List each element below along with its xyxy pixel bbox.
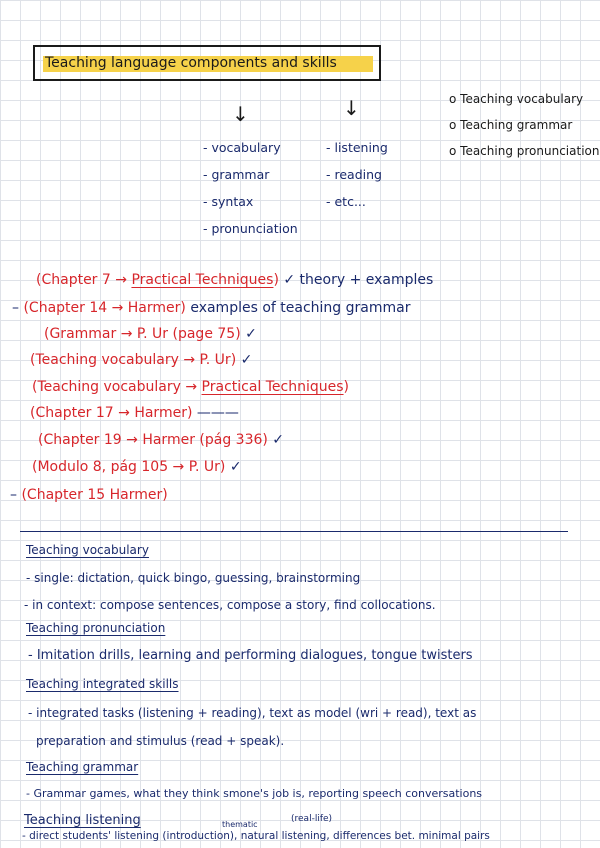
arrow-down-icon: ↓ xyxy=(343,96,360,120)
annotation: thematic xyxy=(222,820,258,829)
reference-line: (Teaching vocabulary → Practical Techniques) xyxy=(32,379,350,395)
list-item: - reading xyxy=(326,167,382,182)
list-item: - syntax xyxy=(203,194,254,209)
body-line: preparation and stimulus (read + speak). xyxy=(36,734,285,748)
list-item: - vocabulary xyxy=(203,140,281,155)
section-title-listening: Teaching listening xyxy=(24,813,141,828)
section-title-grammar: Teaching grammar xyxy=(26,760,139,774)
body-line: - direct students' listening (introduction), natural listening, differences bet. minimal pairs xyxy=(22,830,490,842)
divider xyxy=(20,531,568,532)
section-title-integrated: Teaching integrated skills xyxy=(26,677,179,691)
reference-line: – (Chapter 15 Harmer) xyxy=(10,487,168,503)
section-title-pronunciation: Teaching pronunciation xyxy=(26,621,166,635)
list-item: - listening xyxy=(326,140,388,155)
title-box xyxy=(33,45,381,81)
reference-line: (Chapter 17 → Harmer) ——— xyxy=(30,405,239,421)
page-title: Teaching language components and skills xyxy=(45,55,337,71)
arrow-down-icon: ↓ xyxy=(232,102,249,126)
reference-line: – (Chapter 14 → Harmer) examples of teaching grammar xyxy=(12,300,411,316)
list-item: - etc... xyxy=(326,194,366,209)
annotation: (real-life) xyxy=(291,814,333,824)
list-item: o Teaching pronunciation xyxy=(449,144,600,158)
body-line: - Imitation drills, learning and performing dialogues, tongue twisters xyxy=(28,648,473,663)
list-item: o Teaching grammar xyxy=(449,118,573,132)
list-item: o Teaching vocabulary xyxy=(449,92,584,106)
body-line: - integrated tasks (listening + reading), text as model (wri + read), text as xyxy=(28,706,477,720)
body-line: - single: dictation, quick bingo, guessing, brainstorming xyxy=(26,571,361,585)
list-item: - grammar xyxy=(203,167,270,182)
section-title-vocabulary: Teaching vocabulary xyxy=(26,543,149,557)
reference-line: (Modulo 8, pág 105 → P. Ur) ✓ xyxy=(32,459,242,475)
reference-line: (Chapter 19 → Harmer (pág 336) ✓ xyxy=(38,432,285,448)
right-list xyxy=(449,86,599,164)
list-item: - pronunciation xyxy=(203,221,298,236)
reference-line: (Teaching vocabulary → P. Ur) ✓ xyxy=(30,352,253,368)
reference-line: (Chapter 7 → Practical Techniques) ✓ theory + examples xyxy=(36,272,434,288)
skills-list xyxy=(326,134,388,215)
components-list xyxy=(203,134,298,242)
body-line: - Grammar games, what they think smone's job is, reporting speech conversations xyxy=(26,787,483,800)
reference-line: (Grammar → P. Ur (page 75) ✓ xyxy=(44,326,257,342)
body-line: - in context: compose sentences, compose a story, find collocations. xyxy=(24,598,436,612)
